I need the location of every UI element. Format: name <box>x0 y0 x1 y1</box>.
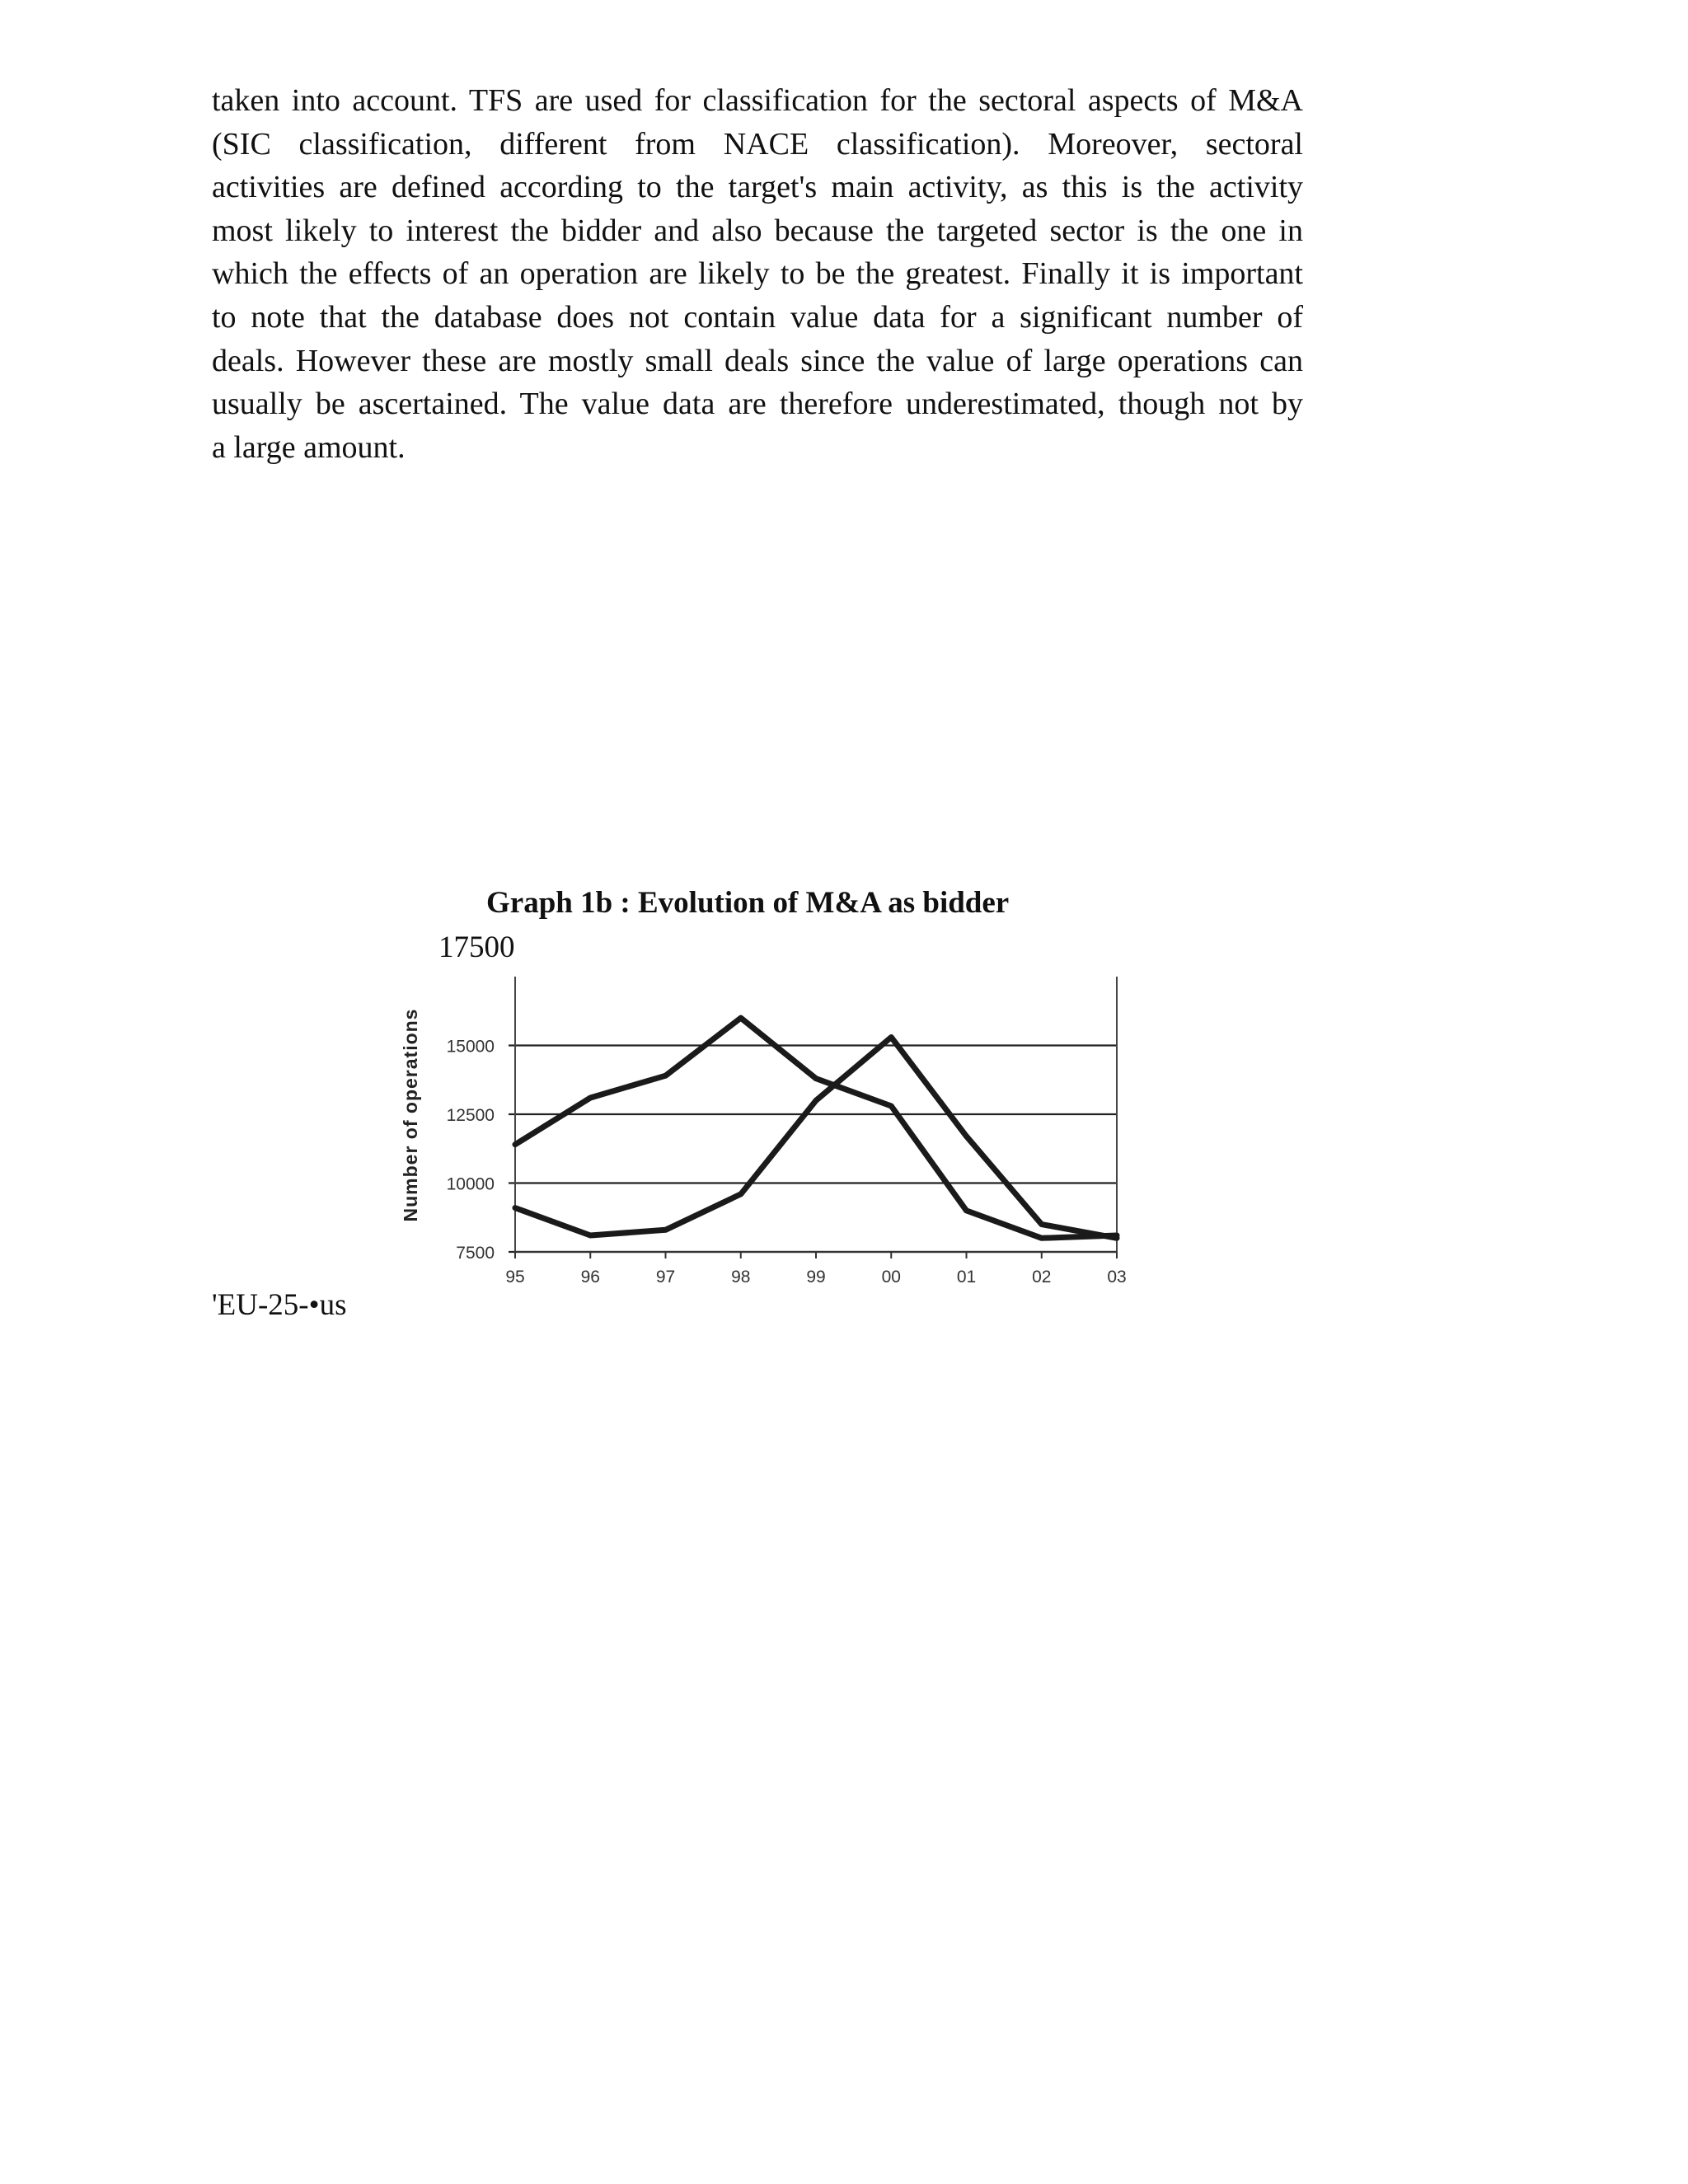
paragraph-line: deals. However these are mostly small deals since the value of large operations can <box>212 343 1303 378</box>
x-tick-label: 96 <box>580 1268 600 1286</box>
x-tick-label: 99 <box>806 1268 826 1286</box>
paragraph-line: taken into account. TFS are used for classification for the sectoral aspects of M&A <box>212 83 1303 118</box>
y-tick-label: 12500 <box>446 1106 495 1125</box>
series-lines <box>515 1018 1117 1238</box>
paragraph-line: most likely to interest the bidder and also because the targeted sector is the one in <box>212 213 1303 248</box>
y-tick-label: 7500 <box>456 1244 495 1263</box>
y-tick-label: 15000 <box>446 1037 495 1057</box>
paragraph-line: (SIC classification, different from NACE classification). Moreover, sectoral <box>212 126 1303 162</box>
paragraph-line: to note that the database does not contain value data for a significant number of <box>212 299 1303 335</box>
chart-title: Graph 1b : Evolution of M&A as bidder <box>486 886 1010 920</box>
x-tick-label: 02 <box>1032 1268 1052 1286</box>
x-tick-label: 97 <box>655 1268 676 1286</box>
x-tick-label: 01 <box>956 1268 977 1286</box>
y-axis-label: Number of operations <box>400 1008 421 1222</box>
chart-top-value: 17500 <box>438 930 515 964</box>
x-tick-label: 03 <box>1107 1268 1127 1286</box>
paragraph-line: usually be ascertained. The value data are therefore underestimated, though not by <box>212 387 1303 422</box>
legend-text: 'EU-25-•us <box>212 1288 347 1322</box>
x-tick-label: 00 <box>881 1268 901 1286</box>
paragraph-line: activities are defined according to the target's main activity, as this is the activity <box>212 170 1303 205</box>
y-tick-label: 10000 <box>446 1174 495 1194</box>
axes <box>515 977 1117 1258</box>
x-tick-label: 95 <box>505 1268 525 1286</box>
series-line-2 <box>515 1038 1117 1239</box>
paragraph-line: which the effects of an operation are likely to be the greatest. Finally it is important <box>212 256 1303 292</box>
x-tick-labels <box>505 1268 1126 1286</box>
y-tick-labels <box>447 1038 495 1263</box>
paragraph-line: a large amount. <box>212 429 406 465</box>
x-tick-label: 98 <box>731 1268 751 1286</box>
